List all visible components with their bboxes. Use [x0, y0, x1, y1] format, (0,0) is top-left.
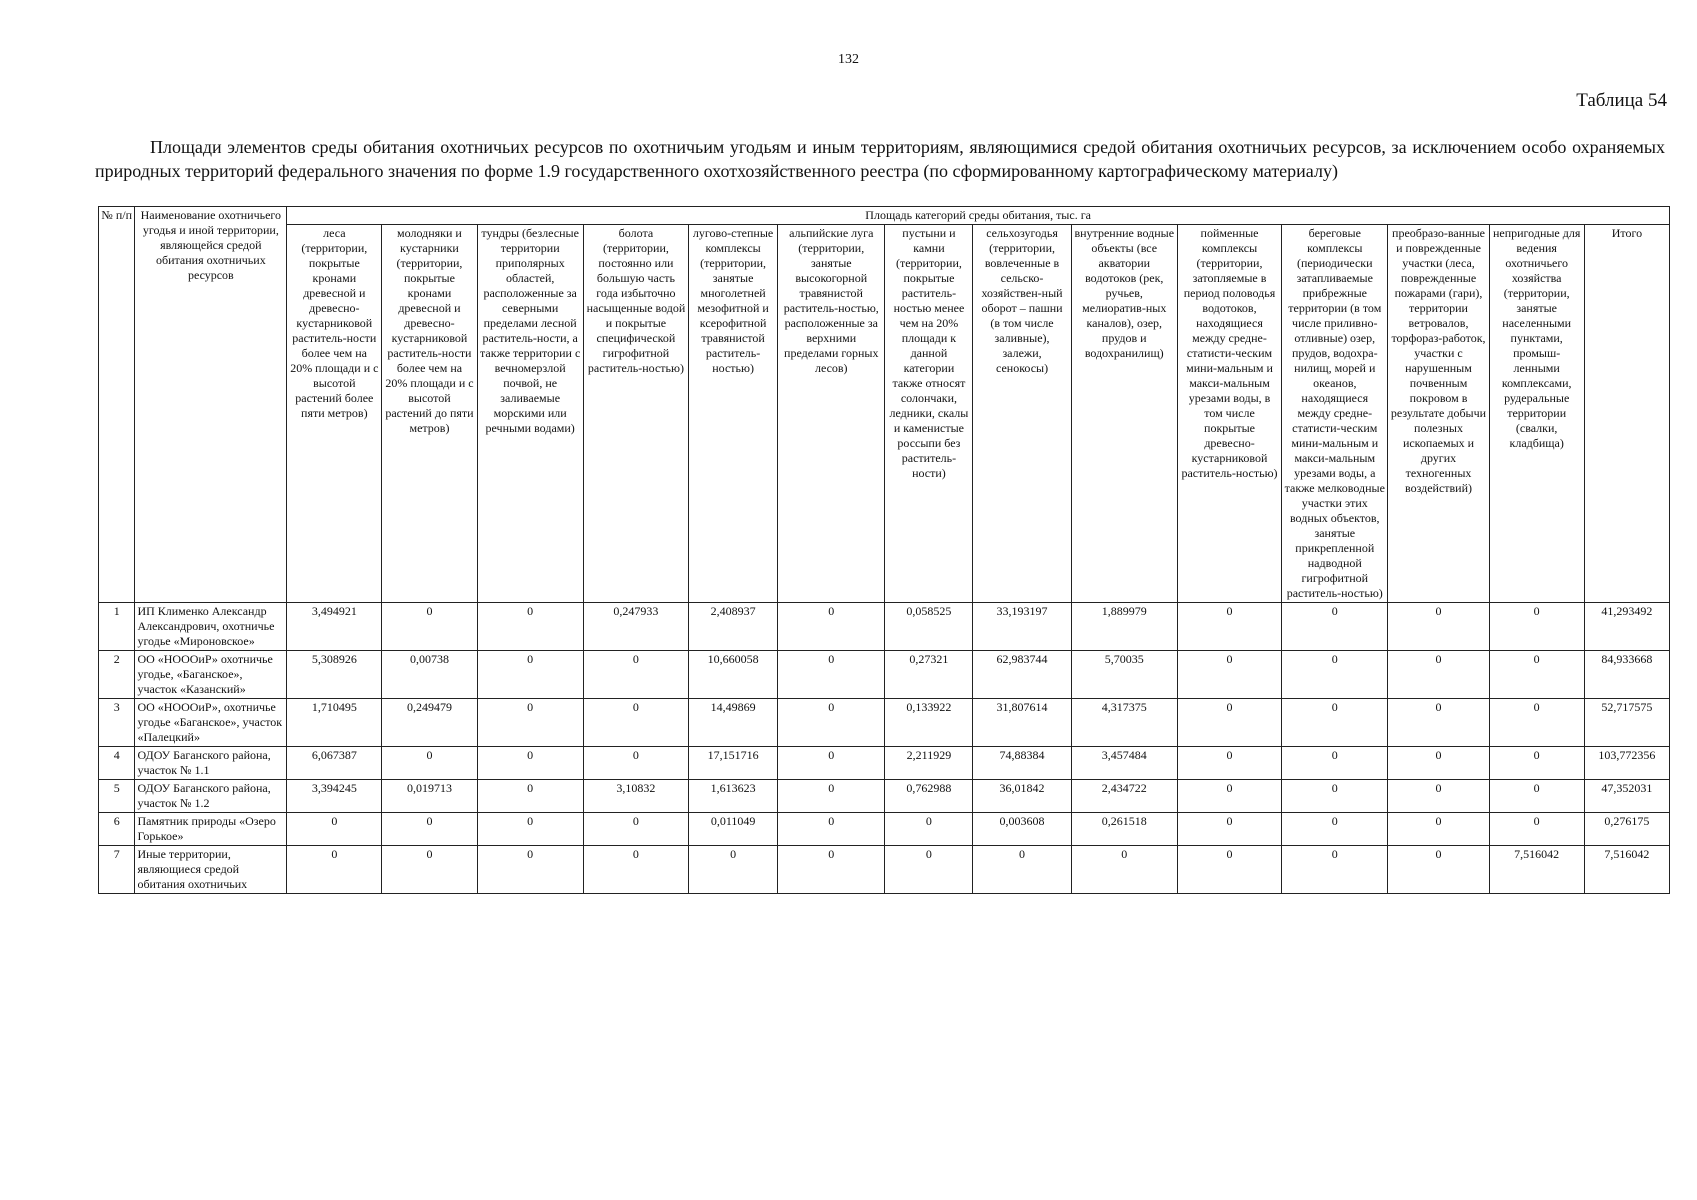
row-value: 36,01842 — [973, 780, 1071, 813]
row-number: 4 — [99, 747, 135, 780]
col-header-category: леса (территории, покрытые кронами древесной и древесно-кустарниковой раститель-ности более чем на 20% площади и с высотой растений более пяти метров) — [287, 225, 382, 603]
row-total: 47,352031 — [1584, 780, 1669, 813]
row-value: 0 — [1177, 846, 1281, 894]
col-header-no: № п/п — [99, 207, 135, 603]
row-value: 0 — [1177, 603, 1281, 651]
row-value: 0 — [1388, 813, 1489, 846]
row-value: 3,494921 — [287, 603, 382, 651]
row-number: 2 — [99, 651, 135, 699]
row-value: 0,00738 — [382, 651, 477, 699]
row-value: 0 — [1388, 651, 1489, 699]
row-value: 2,408937 — [689, 603, 778, 651]
row-value: 0 — [477, 813, 583, 846]
row-name: ОО «НОООиР», охотничье угодье «Баганское», участок «Палецкий» — [135, 699, 287, 747]
row-value: 10,660058 — [689, 651, 778, 699]
row-value: 0,003608 — [973, 813, 1071, 846]
table-number: Таблица 54 — [1576, 90, 1667, 111]
col-header-category: тундры (безлесные территории приполярных областей, расположенные за северными пределами лесной раститель-ности, а также территории с вечномерзлой почвой, не заливаемые морскими или речными водами) — [477, 225, 583, 603]
row-value: 0 — [1388, 603, 1489, 651]
row-total: 0,276175 — [1584, 813, 1669, 846]
row-value: 0 — [382, 603, 477, 651]
row-value: 2,211929 — [885, 747, 973, 780]
row-value: 0 — [1282, 747, 1388, 780]
row-total: 84,933668 — [1584, 651, 1669, 699]
row-value: 0 — [1489, 780, 1584, 813]
row-value: 1,613623 — [689, 780, 778, 813]
row-value: 0 — [287, 846, 382, 894]
row-value: 0 — [778, 747, 885, 780]
row-name: ИП Клименко Александр Александрович, охотничье угодье «Мироновское» — [135, 603, 287, 651]
row-number: 3 — [99, 699, 135, 747]
col-header-category: молодняки и кустарники (территории, покрытые кронами древесной и древесно-кустарниковой раститель-ности более чем на 20% площади и с высотой растений до пяти метров) — [382, 225, 477, 603]
col-header-category: пойменные комплексы (территории, затопляемые в период половодья водотоков, находящиеся между средне-статисти-ческим мини-мальным и макси-мальным урезами воды, в том числе покрытые древесно-кустарниковой раститель-ностью) — [1177, 225, 1281, 603]
col-header-category: пустыни и камни (территории, покрытые раститель-ностью менее чем на 20% площади к данной категории также относят солончаки, ледники, скалы и каменистые россыпи без раститель-ности) — [885, 225, 973, 603]
row-value: 0 — [477, 603, 583, 651]
row-number: 1 — [99, 603, 135, 651]
row-value: 7,516042 — [1489, 846, 1584, 894]
row-value: 0 — [1388, 780, 1489, 813]
row-value: 0,019713 — [382, 780, 477, 813]
table-row — [99, 780, 1670, 813]
table-row — [99, 747, 1670, 780]
row-value: 0 — [477, 699, 583, 747]
habitat-area-table — [98, 206, 1670, 894]
row-value: 0,261518 — [1071, 813, 1177, 846]
table-row — [99, 813, 1670, 846]
row-value: 0 — [689, 846, 778, 894]
row-value: 3,394245 — [287, 780, 382, 813]
row-value: 0 — [477, 651, 583, 699]
row-value: 0 — [778, 846, 885, 894]
row-value: 0 — [1282, 780, 1388, 813]
col-header-category: преобразо-ванные и поврежденные участки (леса, поврежденные пожарами (гари), территории ветровалов, торфораз-работок, участки с нарушенным почвенным покровом в результате добычи полезных ископаемых и других техногенных воздействий) — [1388, 225, 1489, 603]
row-name: Памятник природы «Озеро Горькое» — [135, 813, 287, 846]
row-value: 1,710495 — [287, 699, 382, 747]
row-value: 3,457484 — [1071, 747, 1177, 780]
row-name: ОДОУ Баганского района, участок № 1.2 — [135, 780, 287, 813]
row-value: 0,247933 — [583, 603, 688, 651]
row-value: 0 — [1388, 699, 1489, 747]
row-number: 6 — [99, 813, 135, 846]
row-value: 31,807614 — [973, 699, 1071, 747]
row-name: ОДОУ Баганского района, участок № 1.1 — [135, 747, 287, 780]
row-value: 0 — [1489, 603, 1584, 651]
row-value: 0 — [1177, 813, 1281, 846]
col-header-category: непригодные для ведения охотничьего хозяйства (территории, занятые населенными пунктами, промыш-ленными комплексами, рудеральные территории (свалки, кладбища) — [1489, 225, 1584, 603]
row-value: 17,151716 — [689, 747, 778, 780]
table-row — [99, 651, 1670, 699]
row-value: 33,193197 — [973, 603, 1071, 651]
row-value: 0 — [1282, 651, 1388, 699]
row-name: Иные территории, являющиеся средой обитания охотничьих — [135, 846, 287, 894]
row-value: 0,058525 — [885, 603, 973, 651]
row-value: 0 — [1282, 813, 1388, 846]
row-value: 0 — [778, 780, 885, 813]
row-value: 0 — [1282, 846, 1388, 894]
row-value: 74,88384 — [973, 747, 1071, 780]
page-number: 132 — [838, 52, 859, 67]
row-value: 0,133922 — [885, 699, 973, 747]
row-total: 52,717575 — [1584, 699, 1669, 747]
row-value: 0 — [583, 747, 688, 780]
row-value: 0 — [973, 846, 1071, 894]
row-value: 0 — [583, 651, 688, 699]
row-value: 0 — [1071, 846, 1177, 894]
row-value: 14,49869 — [689, 699, 778, 747]
row-value: 0,011049 — [689, 813, 778, 846]
col-header-category: внутренние водные объекты (все акватории водотоков (рек, ручьев, мелиоратив-ных каналов), озер, прудов и водохранилищ) — [1071, 225, 1177, 603]
table-row — [99, 846, 1670, 894]
row-value: 0,27321 — [885, 651, 973, 699]
row-value: 0 — [1282, 603, 1388, 651]
row-total: 41,293492 — [1584, 603, 1669, 651]
row-value: 4,317375 — [1071, 699, 1177, 747]
row-value: 0 — [1177, 651, 1281, 699]
row-value: 0 — [778, 603, 885, 651]
col-header-category: альпийские луга (территории, занятые высокогорной травянистой раститель-ностью, расположенные за верхними пределами горных лесов) — [778, 225, 885, 603]
row-value: 3,10832 — [583, 780, 688, 813]
row-value: 62,983744 — [973, 651, 1071, 699]
table-caption: Площади элементов среды обитания охотничьих ресурсов по охотничьим угодьям и иным территориям, являющимися средой обитания охотничьих ресурсов, за исключением особо охраняемых природных территорий федерального значения по форме 1.9 государственного охотхозяйственного реестра (по сформированному картографическому материалу) — [95, 137, 1665, 181]
row-value: 0 — [1177, 699, 1281, 747]
col-header-category: болота (территории, постоянно или большую часть года избыточно насыщенные водой и покрытые специфической гигрофитной раститель-ностью) — [583, 225, 688, 603]
row-value: 0 — [477, 747, 583, 780]
row-value: 0 — [885, 846, 973, 894]
row-value: 0 — [1177, 780, 1281, 813]
row-value: 0 — [583, 699, 688, 747]
row-value: 0 — [1489, 747, 1584, 780]
col-header-category: береговые комплексы (периодически затапливаемые прибрежные территории (в том числе приливно-отливные) озер, прудов, водохра-нилищ, морей и океанов, находящиеся между средне-статисти-ческим мини-мальным и макси-мальным урезами воды, а также мелководные участки этих водных объектов, занятые прикрепленной надводной гигрофитной раститель-ностью) — [1282, 225, 1388, 603]
row-value: 0,249479 — [382, 699, 477, 747]
row-value: 0 — [382, 747, 477, 780]
col-header-total: Итого — [1584, 225, 1669, 603]
row-number: 7 — [99, 846, 135, 894]
row-value: 0 — [477, 846, 583, 894]
row-value: 0 — [1388, 747, 1489, 780]
row-value: 0 — [287, 813, 382, 846]
row-value: 1,889979 — [1071, 603, 1177, 651]
table-row — [99, 699, 1670, 747]
row-value: 5,70035 — [1071, 651, 1177, 699]
row-value: 0 — [1489, 699, 1584, 747]
row-value: 0 — [778, 651, 885, 699]
row-number: 5 — [99, 780, 135, 813]
row-value: 0 — [382, 846, 477, 894]
row-value: 0 — [1177, 747, 1281, 780]
col-header-category: сельхозугодья (территории, вовлеченные в сельско-хозяйствен-ный оборот – пашни (в том числе заливные), залежи, сенокосы) — [973, 225, 1071, 603]
row-value: 0 — [583, 846, 688, 894]
row-value: 0 — [1489, 813, 1584, 846]
row-value: 0 — [1489, 651, 1584, 699]
col-header-category: лугово-степные комплексы (территории, занятые многолетней мезофитной и ксерофитной травянистой раститель-ностью) — [689, 225, 778, 603]
group-header: Площадь категорий среды обитания, тыс. га — [287, 207, 1670, 225]
row-value: 0 — [778, 699, 885, 747]
row-value: 0,762988 — [885, 780, 973, 813]
row-value: 0 — [778, 813, 885, 846]
row-total: 7,516042 — [1584, 846, 1669, 894]
row-value: 0 — [583, 813, 688, 846]
row-name: ОО «НОООиР» охотничье угодье, «Баганское», участок «Казанский» — [135, 651, 287, 699]
col-header-name: Наименование охотничьего угодья и иной территории, являющейся средой обитания охотничьих ресурсов — [135, 207, 287, 603]
row-value: 5,308926 — [287, 651, 382, 699]
row-value: 6,067387 — [287, 747, 382, 780]
table-row — [99, 603, 1670, 651]
row-value: 0 — [885, 813, 973, 846]
row-total: 103,772356 — [1584, 747, 1669, 780]
row-value: 2,434722 — [1071, 780, 1177, 813]
row-value: 0 — [382, 813, 477, 846]
row-value: 0 — [1388, 846, 1489, 894]
row-value: 0 — [1282, 699, 1388, 747]
row-value: 0 — [477, 780, 583, 813]
